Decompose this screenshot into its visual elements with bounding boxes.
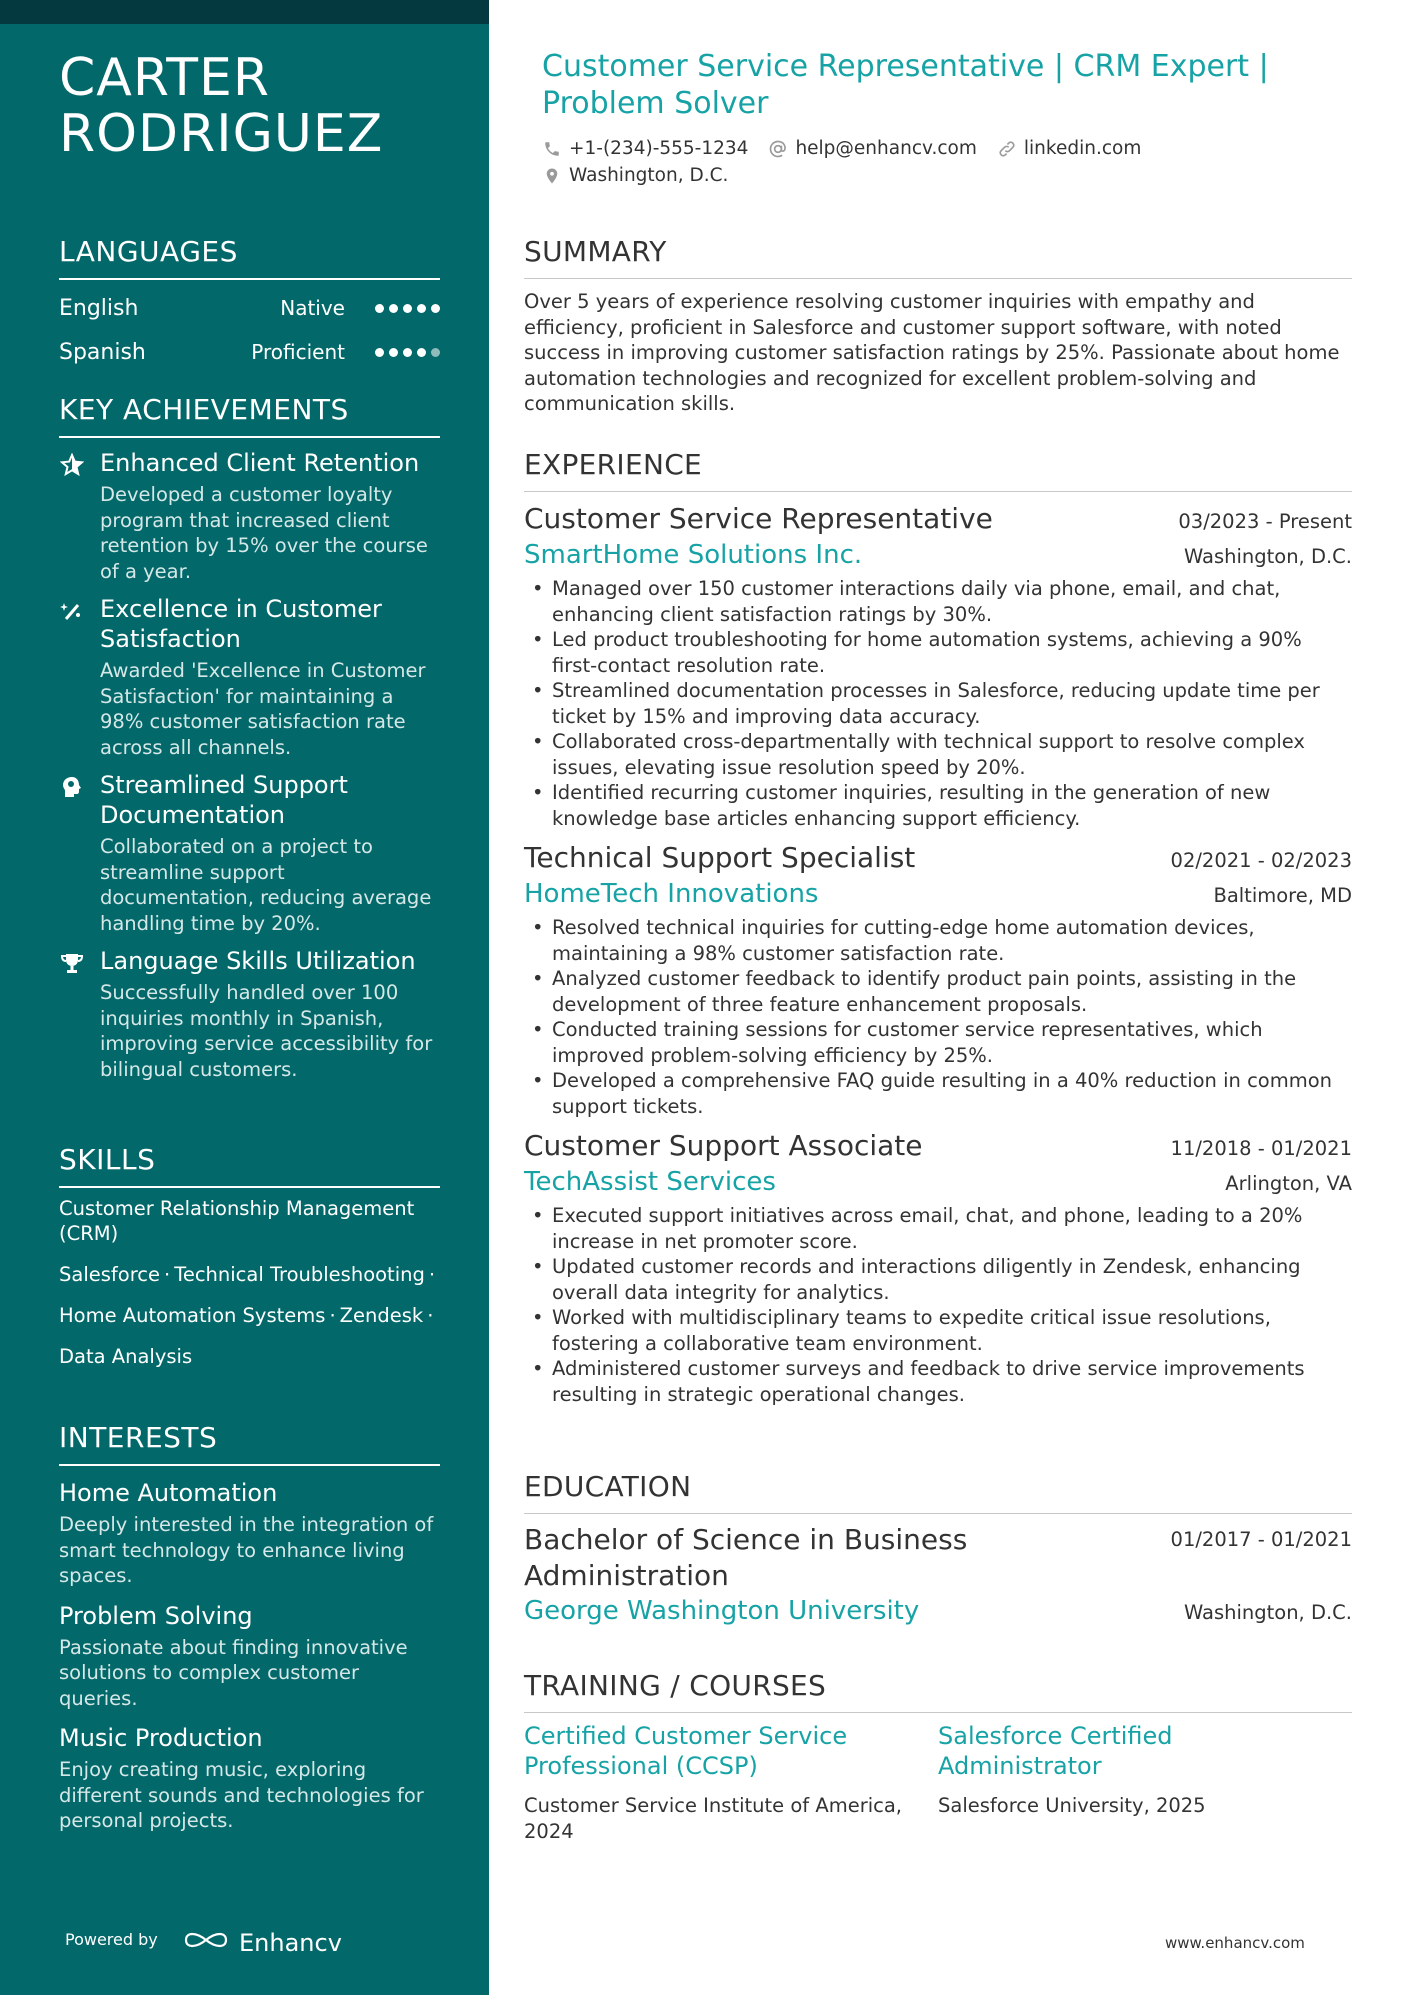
interest-description: Deeply interested in the integration of smart technology to enhance living spaces. (59, 1513, 434, 1587)
job-title: Customer Service Representative (524, 502, 993, 535)
proficiency-dots (375, 348, 440, 357)
enhancv-logo-icon (183, 1928, 229, 1958)
achievement-title: Language Skills Utilization (100, 947, 416, 975)
skills-heading: SKILLS (59, 1142, 440, 1188)
candidate-name (59, 50, 459, 162)
proficiency-dot (375, 304, 384, 313)
phone-icon (542, 139, 562, 159)
course-title: Certified Customer Service Professional (CCSP) (524, 1722, 848, 1780)
enhancv-logo-text: Enhancv (239, 1929, 342, 1957)
location-pin-icon (542, 166, 562, 186)
interest-description: Enjoy creating music, exploring different sounds and technologies for personal projects. (59, 1758, 424, 1832)
contact-row (542, 135, 1342, 162)
job-bullet: • Administered customer surveys and feedback to drive service improvements resulting in strategic operational changes. (524, 1356, 1352, 1407)
skill-tag: Data Analysis (59, 1345, 193, 1368)
job-dates: 02/2021 - 02/2023 (1170, 849, 1352, 872)
link-icon (997, 139, 1017, 159)
summary-section (524, 234, 1352, 417)
job-bullet: • Developed a comprehensive FAQ guide resulting in a 40% reduction in common support tickets. (524, 1068, 1352, 1119)
phone-number: +1-(234)-555-1234 (569, 138, 749, 159)
course-description: Customer Service Institute of America, 2024 (524, 1794, 902, 1843)
skill-line (59, 1262, 440, 1287)
powered-by-label: Powered by (65, 1930, 158, 1949)
interests-heading: INTERESTS (59, 1420, 440, 1466)
achievement-title: Streamlined Support Documentation (100, 771, 348, 829)
email-address: help@enhancv.com (795, 138, 977, 159)
interests-section (59, 1420, 440, 1834)
proficiency-dots (375, 304, 440, 313)
name-line-1: CARTER (59, 48, 270, 108)
language-level: Native (280, 296, 345, 320)
proficiency-dot (389, 304, 398, 313)
proficiency-dot (431, 304, 440, 313)
skill-tag: Zendesk (339, 1304, 424, 1327)
education-section (524, 1469, 1352, 1628)
linkedin-url: linkedin.com (1023, 138, 1142, 159)
skill-line (59, 1196, 440, 1246)
interest-description: Passionate about finding innovative solutions to complex customer queries. (59, 1635, 408, 1710)
proficiency-dot (389, 348, 398, 357)
skill-tag: Technical Troubleshooting (174, 1263, 425, 1286)
achievement-title: Enhanced Client Retention (100, 449, 420, 477)
job-title: Technical Support Specialist (524, 841, 916, 874)
training-heading: TRAINING / COURSES (524, 1668, 1352, 1713)
skills-section (59, 1142, 440, 1369)
job-bullet: • Identified recurring customer inquiries, resulting in the generation of new knowledge base articles enhancing support efficiency. (524, 780, 1352, 831)
experience-heading: EXPERIENCE (524, 447, 1352, 492)
course-description: Salesforce University, 2025 (938, 1794, 1206, 1817)
skill-tag: Home Automation Systems (59, 1304, 326, 1327)
proficiency-dot (403, 304, 412, 313)
languages-section (59, 234, 440, 374)
skill-separator: · (329, 1304, 336, 1327)
skill-tag: Customer Relationship Management (CRM) (59, 1197, 415, 1245)
name-line-2: RODRIGUEZ (59, 104, 384, 164)
achievements-heading: KEY ACHIEVEMENTS (59, 392, 440, 438)
skill-line (59, 1303, 440, 1328)
achievement-item (59, 770, 440, 936)
achievement-description: Awarded 'Excellence in Customer Satisfaction' for maintaining a 98% customer satisfaction rate across all channels. (100, 659, 426, 759)
interest-title: Music Production (59, 1724, 263, 1752)
job-bullets (524, 1203, 1352, 1407)
job-location: Arlington, VA (1225, 1172, 1352, 1195)
achievement-description: Collaborated on a project to streamline support documentation, reducing average handling time by 20%. (100, 835, 432, 935)
proficiency-dot (417, 348, 426, 357)
achievement-description: Successfully handled over 100 inquiries monthly in Spanish, improving service accessibility for bilingual customers. (100, 981, 433, 1081)
summary-heading: SUMMARY (524, 234, 1352, 279)
achievement-item (59, 946, 440, 1082)
education-heading: EDUCATION (524, 1469, 1352, 1514)
language-name: English (59, 295, 139, 321)
language-level: Proficient (251, 340, 345, 364)
linkedin-contact[interactable] (997, 138, 1141, 159)
website-link[interactable]: www.enhancv.com (1165, 1934, 1305, 1952)
email-contact[interactable] (768, 138, 976, 159)
language-row (59, 330, 440, 374)
school-location: Washington, D.C. (1183, 1601, 1352, 1624)
job-bullet: • Collaborated cross-departmentally with technical support to resolve complex issues, elevating issue resolution speed by 20%. (524, 729, 1352, 780)
job-bullet: • Streamlined documentation processes in Salesforce, reducing update time per ticket by 15% and improving data accuracy. (524, 678, 1352, 729)
achievement-description: Developed a customer loyalty program that increased client retention by 15% over the course of a year. (100, 483, 428, 583)
job-bullet: • Worked with multidisciplinary teams to expedite critical issue resolutions, fostering a collaborative team environment. (524, 1305, 1352, 1356)
job-company: HomeTech Innovations (524, 879, 819, 909)
job-bullets (524, 915, 1352, 1119)
skill-separator: · (427, 1304, 434, 1327)
sidebar-top-bar (0, 0, 489, 24)
trophy-icon (59, 950, 85, 976)
sidebar (0, 0, 489, 1995)
achievement-item (59, 448, 440, 584)
achievement-item (59, 594, 440, 760)
job-dates: 03/2023 - Present (1178, 510, 1352, 533)
skill-separator: · (164, 1263, 171, 1286)
job-dates: 11/2018 - 01/2021 (1170, 1137, 1352, 1160)
job-bullet: • Resolved technical inquiries for cutting-edge home automation devices, maintaining a 98% customer satisfaction rate. (524, 915, 1352, 966)
courses-list (524, 1721, 1352, 1844)
proficiency-dot (417, 304, 426, 313)
language-row (59, 286, 440, 330)
job-bullet: • Analyzed customer feedback to identify product pain points, assisting in the development of three feature enhancement proposals. (524, 966, 1352, 1017)
at-icon (768, 139, 788, 159)
job-bullet: • Updated customer records and interactions diligently in Zendesk, enhancing overall data integrity for analytics. (524, 1254, 1352, 1305)
head-brain-icon (59, 774, 85, 800)
job-bullet: • Led product troubleshooting for home automation systems, achieving a 90% first-contact resolution rate. (524, 627, 1352, 678)
job-entry (524, 1127, 1352, 1407)
job-location: Washington, D.C. (1183, 545, 1352, 568)
languages-heading: LANGUAGES (59, 234, 440, 280)
job-bullets (524, 576, 1352, 831)
job-entry (524, 839, 1352, 1119)
training-section (524, 1668, 1352, 1844)
job-entry (524, 500, 1352, 831)
education-entry (524, 1522, 1352, 1628)
school-name: George Washington University (524, 1596, 920, 1626)
degree-title: Bachelor of Science in Business Administration (524, 1523, 968, 1592)
job-bullet: • Executed support initiatives across email, chat, and phone, leading to a 20% increase in net promoter score. (524, 1203, 1352, 1254)
proficiency-dot (403, 348, 412, 357)
star-icon (59, 452, 85, 478)
language-name: Spanish (59, 339, 146, 365)
summary-text: Over 5 years of experience resolving customer inquiries with empathy and efficiency, proficient in Salesforce and customer support software, with noted success in improving customer satisfaction ratings by 25%. Passionate about home automation technologies and recognized for excellent problem-solving and communication skills. (524, 290, 1340, 415)
achievements-section (59, 392, 440, 1082)
job-title: Customer Support Associate (524, 1129, 923, 1162)
location-contact (542, 165, 728, 186)
proficiency-dot (375, 348, 384, 357)
course-title: Salesforce Certified Administrator (938, 1722, 1173, 1780)
interest-title: Problem Solving (59, 1601, 253, 1630)
course-item (938, 1721, 1352, 1844)
job-company: SmartHome Solutions Inc. (524, 540, 863, 570)
job-bullet: • Managed over 150 customer interactions daily via phone, email, and chat, enhancing client satisfaction ratings by 30%. (524, 576, 1352, 627)
magic-wand-icon (59, 598, 85, 624)
enhancv-logo[interactable] (183, 1928, 342, 1958)
contact-row (542, 162, 1342, 189)
experience-section (524, 447, 1352, 1407)
interest-title: Home Automation (59, 1479, 278, 1507)
education-dates: 01/2017 - 01/2021 (1170, 1528, 1352, 1551)
achievement-title: Excellence in Customer Satisfaction (100, 595, 382, 653)
headline: Customer Service Representative | CRM Expert | Problem Solver (542, 49, 1269, 121)
job-bullet: • Conducted training sessions for customer service representatives, which improved problem-solving efficiency by 25%. (524, 1017, 1352, 1068)
phone-contact[interactable] (542, 138, 748, 159)
contact-info (542, 135, 1342, 189)
job-location: Baltimore, MD (1213, 884, 1352, 907)
skill-separator: · (428, 1263, 436, 1286)
proficiency-dot-empty (431, 348, 440, 357)
location-text: Washington, D.C. (569, 165, 729, 186)
skill-line (59, 1344, 440, 1369)
job-company: TechAssist Services (524, 1167, 776, 1197)
skill-tag: Salesforce (59, 1263, 161, 1286)
course-item (524, 1721, 938, 1844)
